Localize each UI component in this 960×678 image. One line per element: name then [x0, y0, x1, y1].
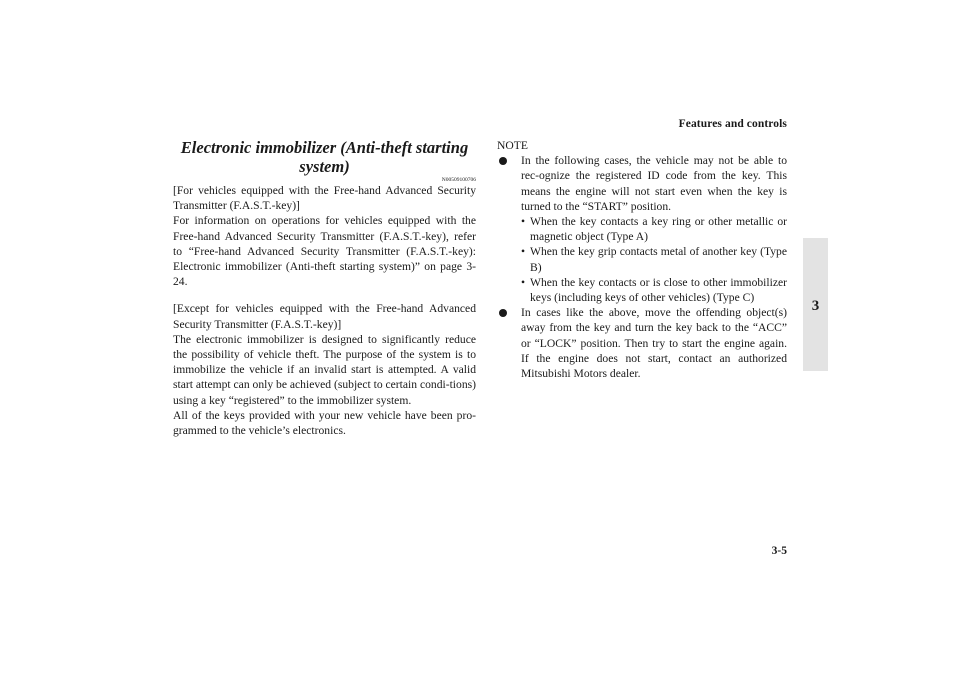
reference-code: N00509100706: [441, 177, 476, 183]
bullet-dot-icon: [499, 309, 507, 317]
bullet-dot-icon: [499, 157, 507, 165]
immobilizer-description: The electronic immobilizer is designed to significantly reduce the possibility of vehicle theft. The purpose of the system is to immobilize the vehicle if an invalid start is attempted. A valid start attempt can only be achieved (subject to certain condi-tions) using a key “registered” to the immobilizer system.: [173, 332, 476, 407]
note-bullet-text: In the following cases, the vehicle may not be able to rec-ognize the registered ID code from the key. This means the engine will not start even when the key is turned to the “START” position.: [521, 154, 787, 213]
applicability-non-fast-key: [Except for vehicles equipped with the Free-hand Advanced Security Transmitter (F.A.S.T.-key)]: [173, 302, 476, 331]
note-bullet: [497, 153, 787, 305]
sub-item: [521, 244, 787, 274]
chapter-number: 3: [811, 298, 820, 314]
sub-bullet-mark: •: [521, 275, 526, 289]
note-box: [497, 138, 787, 381]
programmed-keys-text: All of the keys provided with your new vehicle have been pro-grammed to the vehicle’s electronics.: [173, 408, 476, 438]
section-title: Electronic immobilizer (Anti-theft starting system): [180, 138, 469, 176]
left-column: [173, 138, 476, 438]
sub-item: [521, 214, 787, 244]
page-header: Features and controls: [678, 118, 787, 130]
note-bullet: [497, 305, 787, 381]
sub-item: [521, 275, 787, 305]
sub-item-text: When the key grip contacts metal of another key (Type B): [530, 245, 787, 274]
applicability-fast-key: [For vehicles equipped with the Free-hand Advanced Security Transmitter (F.A.S.T.-key)]: [173, 184, 476, 213]
chapter-tab: [803, 238, 828, 371]
sub-bullet-mark: •: [521, 245, 526, 259]
note-bullet-text: In cases like the above, move the offending object(s) away from the key and turn the key back to the “ACC” or “LOCK” position. Then try to start the engine again. If the engine does not start, contact an authorized Mitsubishi Motors dealer.: [521, 306, 787, 381]
sub-item-text: When the key contacts or is close to other immobilizer keys (including keys of other vehicles) (Type C): [530, 275, 787, 305]
page-number: 3-5: [771, 545, 787, 557]
fast-key-reference: For information on operations for vehicles equipped with the Free-hand Advanced Security Transmitter (F.A.S.T.-key), refer to “Free-hand Advanced Security Transmitter (F.A.S.T.-key): Electronic immobilizer (Anti-theft starting system)” on page 3-24.: [173, 214, 476, 289]
sub-item-text: When the key contacts a key ring or other metallic or magnetic object (Type A): [530, 215, 787, 244]
sub-bullet-mark: •: [521, 215, 526, 229]
note-label: NOTE: [497, 139, 528, 152]
